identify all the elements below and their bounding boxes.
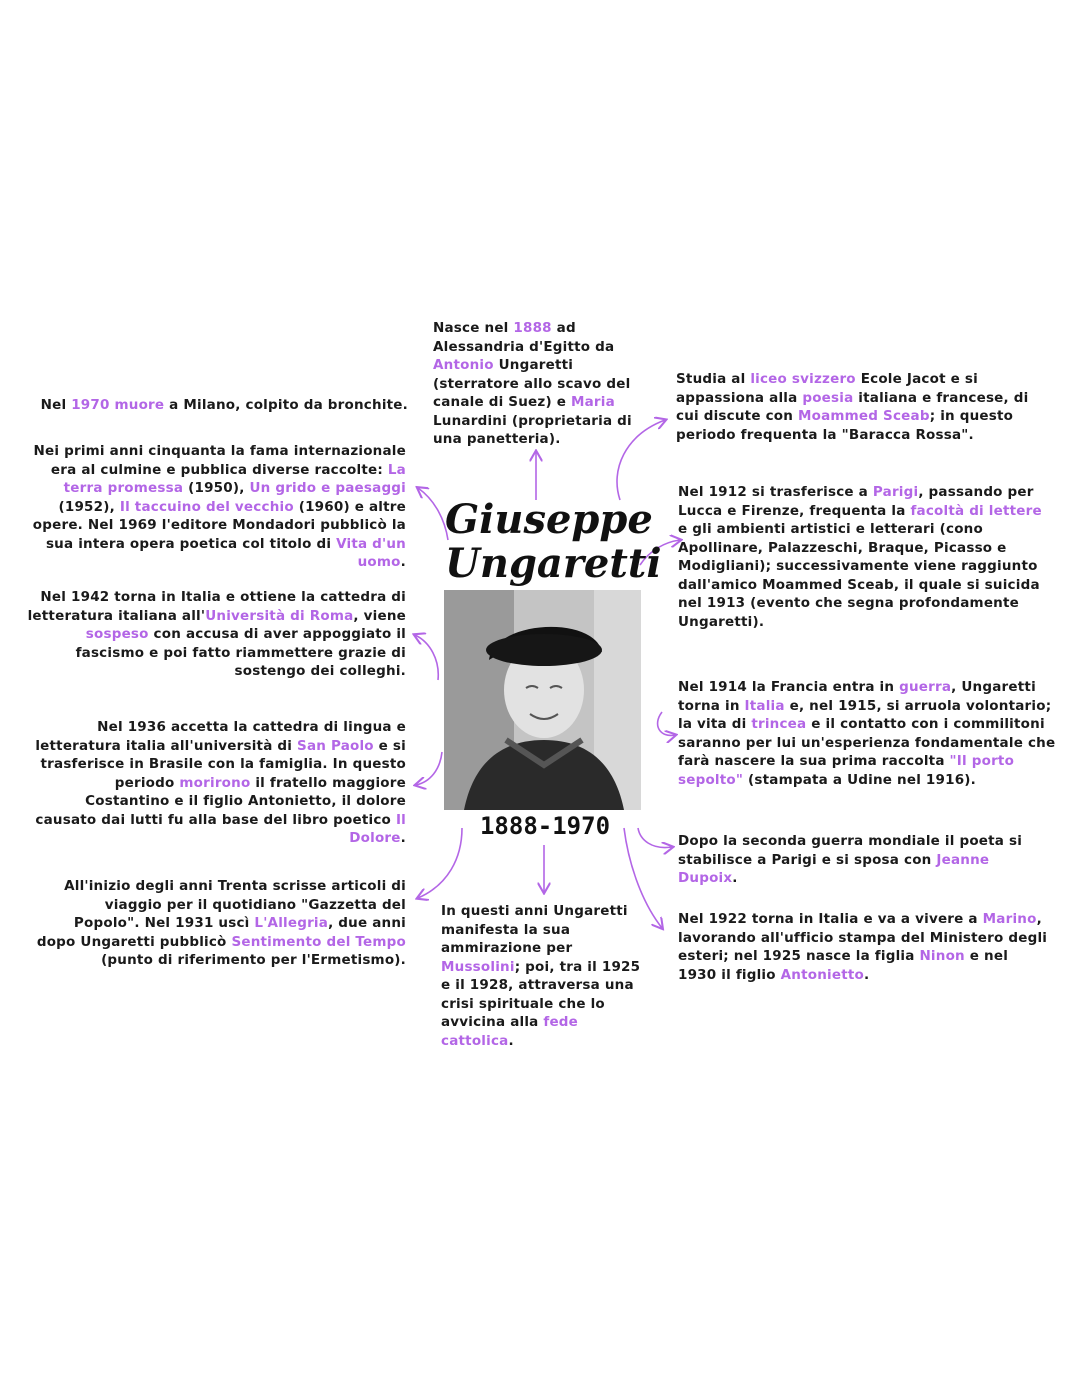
note-text: Ecole Jacot e si appassiona alla [676, 371, 978, 406]
highlight-text: Vita d'un uomo [336, 535, 406, 570]
note-studies [676, 370, 1048, 444]
note-text: Dopo la seconda guerra mondiale il poeta si stabilisce a Parigi e si sposa con [678, 833, 1023, 868]
note-text: e si trasferisce in Brasile con la famiglia. In questo periodo [40, 737, 406, 791]
note-text: ad Alessandria d'Egitto da [433, 320, 615, 355]
highlight-text: sospeso [85, 626, 149, 642]
highlight-text: Il taccuino del vecchio [119, 498, 294, 515]
note-text: . [864, 966, 870, 983]
note-text: . [508, 1032, 514, 1049]
note-text: All'inizio degli anni Trenta scrisse articoli di viaggio per il quotidiano "Gazzetta del Popolo". Nel 1931 uscì [64, 878, 406, 931]
note-paris [678, 483, 1050, 631]
note-text: ; poi, tra il 1925 e il 1928, attraversa una crisi spirituale che lo avvicina alla [441, 958, 641, 1030]
note-text: (stampata a Udine nel 1916). [743, 771, 976, 788]
highlight-text: morirono [179, 774, 251, 791]
highlight-text: trincea [751, 716, 807, 732]
note-text: il fratello maggiore Costantino e il figlio Antonietto, il dolore causato dai lutti fu alla base del libro poetico [35, 774, 406, 828]
arrow-brazil [416, 752, 442, 785]
highlight-text: Il Dolore [349, 811, 406, 846]
arrow-war [658, 712, 675, 735]
note-mussolini [441, 902, 651, 1050]
highlight-text: Italia [744, 697, 785, 714]
note-text: Nasce nel [433, 320, 514, 336]
highlight-text: fede cattolica [441, 1014, 579, 1049]
note-postwar [678, 832, 1050, 888]
highlight-text: Jeanne Dupoix [678, 851, 990, 886]
note-rome [20, 588, 406, 681]
highlight-text: Parigi [872, 484, 919, 500]
note-thirties [36, 877, 406, 970]
arrow-rome [415, 635, 438, 680]
note-text: con accusa di aver appoggiato il fascismo e poi fatto riammettere grazie di sostengo dei colleghi. [75, 626, 406, 679]
highlight-text: Antonietto [780, 966, 864, 983]
note-return [678, 910, 1050, 984]
highlight-text: facoltà di lettere [910, 502, 1042, 519]
note-text: . [732, 870, 738, 886]
note-text: , passando per Lucca e Firenze, frequenta la [678, 484, 1034, 519]
note-text: . [400, 554, 406, 570]
highlight-text: Sentimento del Tempo [231, 933, 406, 950]
arrow-postwar [638, 828, 672, 848]
note-text: Ungaretti (sterratore allo scavo del canale di Suez) e [433, 357, 631, 410]
note-text: , due anni dopo Ungaretti pubblicò [36, 915, 406, 950]
note-text: ; in questo periodo frequenta la "Baracca Rossa". [676, 408, 1014, 443]
highlight-text: Moammed Sceab [797, 408, 930, 424]
highlight-text: guerra [899, 679, 952, 695]
highlight-text: muore [114, 397, 165, 413]
highlight-text: 1888 [513, 320, 552, 336]
note-text: e gli ambienti artistici e letterari (cono Apollinare, Palazzeschi, Braque, Picasso e Modigliani); successivamente viene raggiunto dall'amico Moammed Sceab, il quale si suicida nel 1913 (evento che segna profondamente Ungaretti). [678, 521, 1040, 630]
highlight-text: San Paolo [297, 737, 374, 754]
note-text: Lunardini (proprietaria di una panetteria). [433, 412, 632, 447]
highlight-text: "Il porto sepolto" [678, 753, 1015, 788]
note-text: . [400, 830, 406, 846]
highlight-text: Università di Roma [205, 607, 354, 624]
note-text: (1950), [183, 480, 250, 496]
note-text: italiana e francese, di cui discute con [676, 389, 1029, 424]
portrait-photo [444, 590, 641, 810]
highlight-text: Ninon [919, 948, 965, 964]
highlight-text: La terra promessa [63, 461, 406, 496]
note-text: Studia al [676, 371, 751, 387]
note-text: (1952), [58, 498, 120, 515]
note-text: e il contatto con i commilitoni saranno per lui un'esperienza fondamentale che farà nascere la sua prima raccolta [678, 716, 1056, 769]
note-text: Nel 1922 torna in Italia e va a vivere a [678, 911, 983, 927]
note-death [40, 396, 408, 415]
note-text: Nel 1942 torna in Italia e ottiene la cattedra di letteratura italiana all' [27, 589, 406, 624]
arrow-thirties [418, 828, 462, 898]
life-dates: 1888-1970 [479, 812, 611, 840]
note-text: , Ungaretti torna in [678, 679, 1036, 714]
note-text: Nel 1936 accetta la cattedra di lingua e letteratura italia all'università di [35, 719, 406, 754]
note-text: Nel 1912 si trasferisce a [678, 484, 873, 500]
note-text: Nel 1914 la Francia entra in [678, 679, 900, 695]
note-fifties [10, 442, 406, 572]
note-war [678, 678, 1056, 789]
note-text: , viene [353, 607, 406, 624]
highlight-text: Marino [982, 911, 1037, 927]
highlight-text: L'Allegria [254, 915, 329, 931]
note-text: (1960) e altre opere. Nel 1969 l'editore Mondadori pubblicò la sua intera opera poetica col titolo di [32, 498, 406, 552]
note-text: (punto di riferimento per l'Ermetismo). [101, 952, 406, 968]
note-text: , lavorando all'ufficio stampa del Ministero degli esteri; nel 1925 nasce la figlia [678, 911, 1048, 964]
highlight-text: poesia [802, 389, 854, 406]
arrow-fifties [418, 488, 448, 540]
note-text: e nel 1930 il figlio [678, 948, 1009, 983]
highlight-text: 1970 [71, 397, 110, 413]
main-title: Giuseppe Ungaretti [445, 496, 662, 587]
note-brazil [28, 718, 406, 848]
highlight-text: Antonio [433, 357, 494, 373]
note-text: a Milano, colpito da bronchite. [164, 397, 408, 413]
note-text: Nel [40, 397, 72, 413]
note-text: In questi anni Ungaretti manifesta la sua ammirazione per [441, 903, 628, 956]
highlight-text: Un grido e paesaggi [249, 480, 406, 496]
highlight-text: liceo svizzero [750, 371, 856, 387]
note-text: e, nel 1915, si arruola volontario; la vita di [678, 697, 1052, 732]
note-text: Nei primi anni cinquanta la fama internazionale era al culmine e pubblica diverse raccolte: [33, 443, 406, 478]
note-birth [433, 319, 643, 449]
highlight-text: Maria [570, 394, 615, 410]
highlight-text: Mussolini [441, 958, 515, 975]
